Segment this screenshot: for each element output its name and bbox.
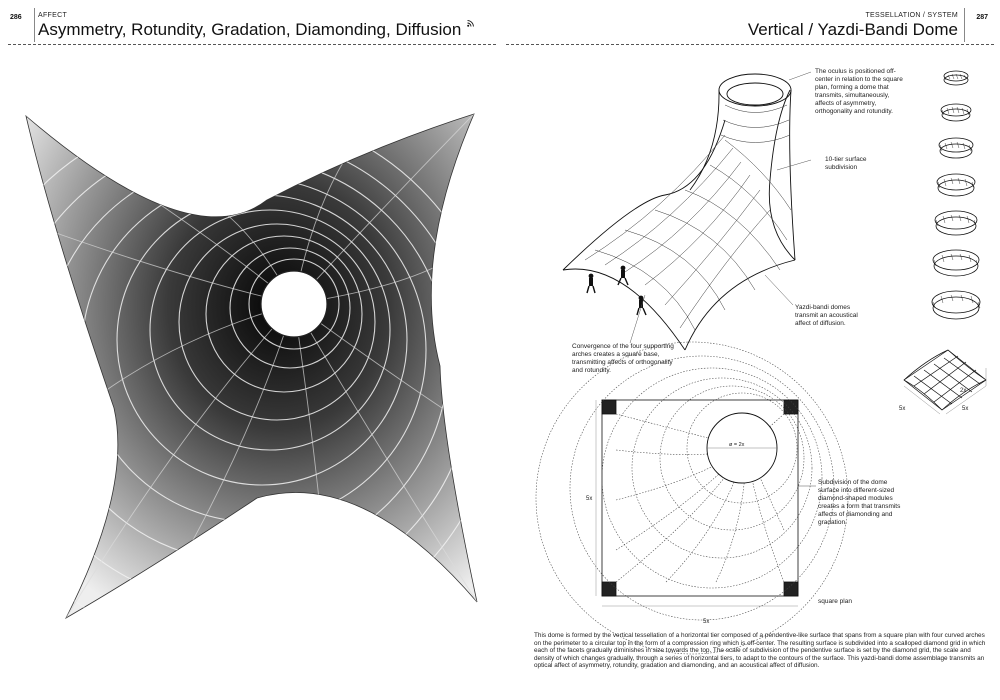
dome-axonometric: [900, 340, 990, 420]
plan-width-dimension: 5x: [703, 619, 710, 625]
right-header-rule: [506, 44, 994, 45]
right-header-divider: [964, 8, 965, 42]
axon-right-dimension: 5x: [962, 406, 969, 412]
convergence-annotation: Convergence of the four supporting arches creates a square base, transmitting affects of orthogonality and rotundity.: [572, 343, 674, 374]
body-paragraph: This dome is formed by the vertical tessellation of a horizontal tier composed of a pendentive-like surface that spans from a square plan with four curved arches on the perimeter to a circular top in the form of a compression ring which is off-center. The resulting surface is subdivided into a scalloped diamond grid in which each of the facets gradually diminishes in size towards the top. The scale of subdivision of the pendentive surface is set by the diamond grid, the scale and density of which changes gradually, through a series of horizontal tiers, to adapt to the contours of the surface. This yazdi-bandi dome assemblage transmits an optical affect of asymmetry, rotundity, gradation and diamonding, and an acoustical affect of diffusion.: [534, 632, 986, 670]
human-figures: [587, 266, 646, 315]
plan-height-dimension: 5x: [586, 496, 593, 502]
tier-annotation: 10-tier surface subdivision: [825, 156, 867, 171]
right-page-number: 287: [976, 14, 988, 21]
axon-height-dimension: 2x: [960, 388, 967, 394]
left-header-rule: [8, 44, 496, 45]
left-page-number: 286: [10, 14, 22, 21]
right-page-title: Vertical / Yazdi-Bandi Dome: [747, 20, 958, 39]
rss-icon: [467, 20, 474, 27]
oculus-opening: [261, 271, 327, 337]
subdivision-annotation: Subdivision of the dome surface into different-sized diamond-shaped modules creates a form that transmits affects of diamonding and gradation.: [818, 479, 901, 526]
oculus-annotation: The oculus is positioned off-center in relation to the square plan, forming a dome that transmits, simultaneously, affects of asymmetry, orthogonality and rotundity.: [815, 68, 903, 115]
tier-rings-stack: [926, 62, 986, 332]
left-header-divider: [34, 8, 35, 42]
square-plan-drawing: [586, 390, 806, 620]
oculus-diameter-label: ø = 2x: [729, 442, 745, 448]
left-page-title: [38, 20, 473, 40]
axon-left-dimension: 5x: [899, 406, 906, 412]
dome-perspective-drawing: [555, 60, 815, 360]
dome-underside-render: [22, 108, 492, 628]
right-section-label: TESSELLATION / SYSTEM: [865, 12, 958, 19]
left-page-title-text: Asymmetry, Rotundity, Gradation, Diamonding, Diffusion: [38, 20, 462, 39]
yazdi-annotation: Yazdi-bandi domes transmit an acoustical affect of diffusion.: [795, 304, 858, 327]
left-section-label: AFFECT: [38, 12, 68, 19]
square-plan-label: square plan: [818, 598, 852, 605]
